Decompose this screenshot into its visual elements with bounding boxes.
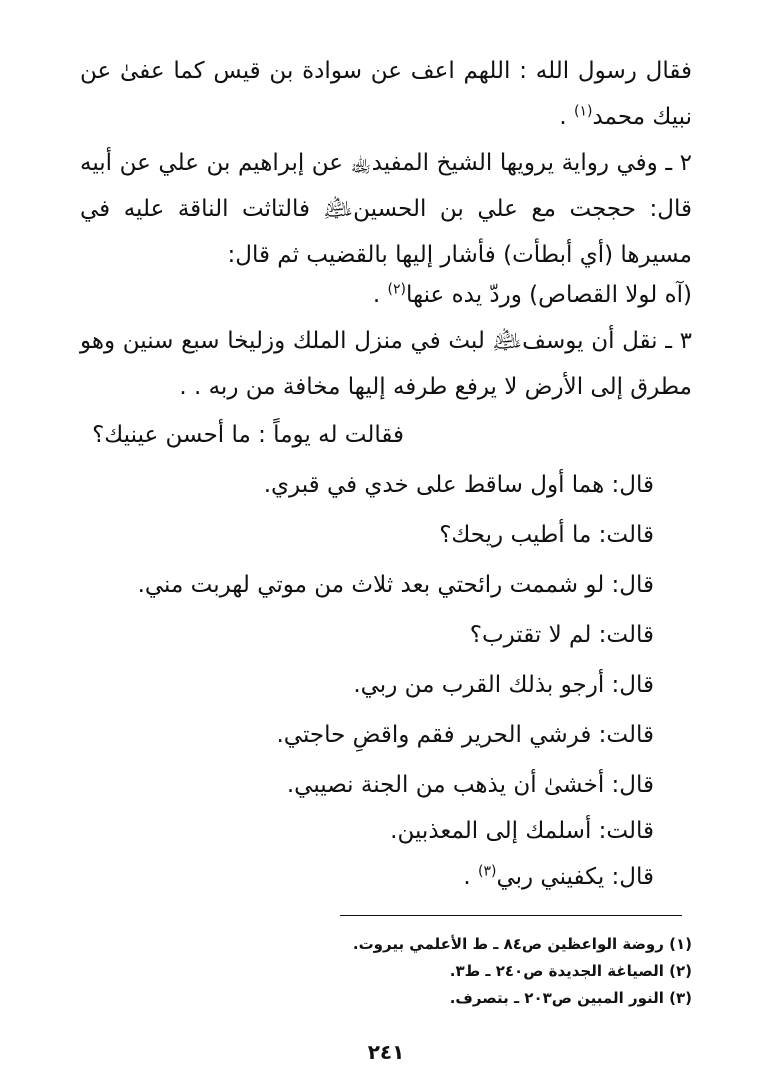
dialogue-line: قالت: لم لا تقترب؟ — [469, 622, 654, 648]
dialogue-line: قالت: فرشي الحرير فقم واقضِ حاجتي. — [276, 722, 654, 748]
footnote-separator — [340, 915, 682, 916]
footnote-1: (١) روضة الواعظين ص٨٤ ـ ط الأعلمي بيروت. — [352, 935, 692, 953]
page-number: ٢٤١ — [367, 1040, 405, 1064]
paragraph-4 — [80, 318, 692, 410]
footnote-ref-1: (١) — [574, 103, 593, 120]
paragraph-3-end: . — [372, 282, 388, 308]
paragraph-4-text: ٣ ـ نقل أن يوسف﵇ لبث في منزل الملك وزليخا سبع سنين وهو مطرق إلى الأرض لا يرفع طرفه إليها مخافة من ربه . . — [80, 328, 692, 400]
paragraph-1-text: فقال رسول الله : اللهم اعف عن سوادة بن قيس كما عفىٰ عن نبيك محمد — [80, 58, 692, 130]
dialogue-last-text: قال: يكفيني ربي — [496, 864, 654, 890]
dialogue-last-end: . — [463, 864, 478, 890]
dialogue-line: قالت: أسلمك إلى المعذبين. — [390, 818, 654, 844]
paragraph-2 — [80, 140, 692, 278]
dialogue-line: قال: أخشىٰ أن يذهب من الجنة نصيبي. — [286, 772, 654, 798]
footnote-3: (٣) النور المبين ص٢٠٣ ـ بتصرف. — [449, 989, 692, 1007]
dialogue-line-last — [463, 862, 654, 892]
paragraph-1 — [80, 48, 692, 140]
paragraph-3-text: (آه لولا القصاص) وردّ يده عنها — [406, 282, 692, 308]
footnote-ref-2: (٢) — [387, 281, 406, 298]
dialogue-line: قال: هما أول ساقط على خدي في قبري. — [263, 472, 654, 498]
footnote-ref-3: (٣) — [477, 863, 497, 880]
dialogue-line: قال: لو شممت رائحتي بعد ثلاث من موتي لهربت مني. — [137, 572, 654, 598]
dialogue-line: قالت: ما أطيب ريحك؟ — [439, 522, 654, 548]
paragraph-3 — [80, 272, 692, 318]
footnote-2: (٢) الصياغة الجديدة ص٢٤٠ ـ ط٣. — [449, 962, 692, 980]
paragraph-1-end: . — [559, 104, 575, 130]
paragraph-2-text: ٢ ـ وفي رواية يرويها الشيخ المفيد﵀ عن إبراهيم بن علي عن أبيه قال: حججت مع علي بن الحسين﵇ فالتاثت الناقة عليه في مسيرها (أي أبطأت) فأشار إليها بالقضيب ثم قال: — [80, 150, 692, 268]
dialogue-line: فقالت له يوماً : ما أحسن عينيك؟ — [92, 422, 404, 448]
dialogue-line: قال: أرجو بذلك القرب من ربي. — [353, 672, 654, 698]
